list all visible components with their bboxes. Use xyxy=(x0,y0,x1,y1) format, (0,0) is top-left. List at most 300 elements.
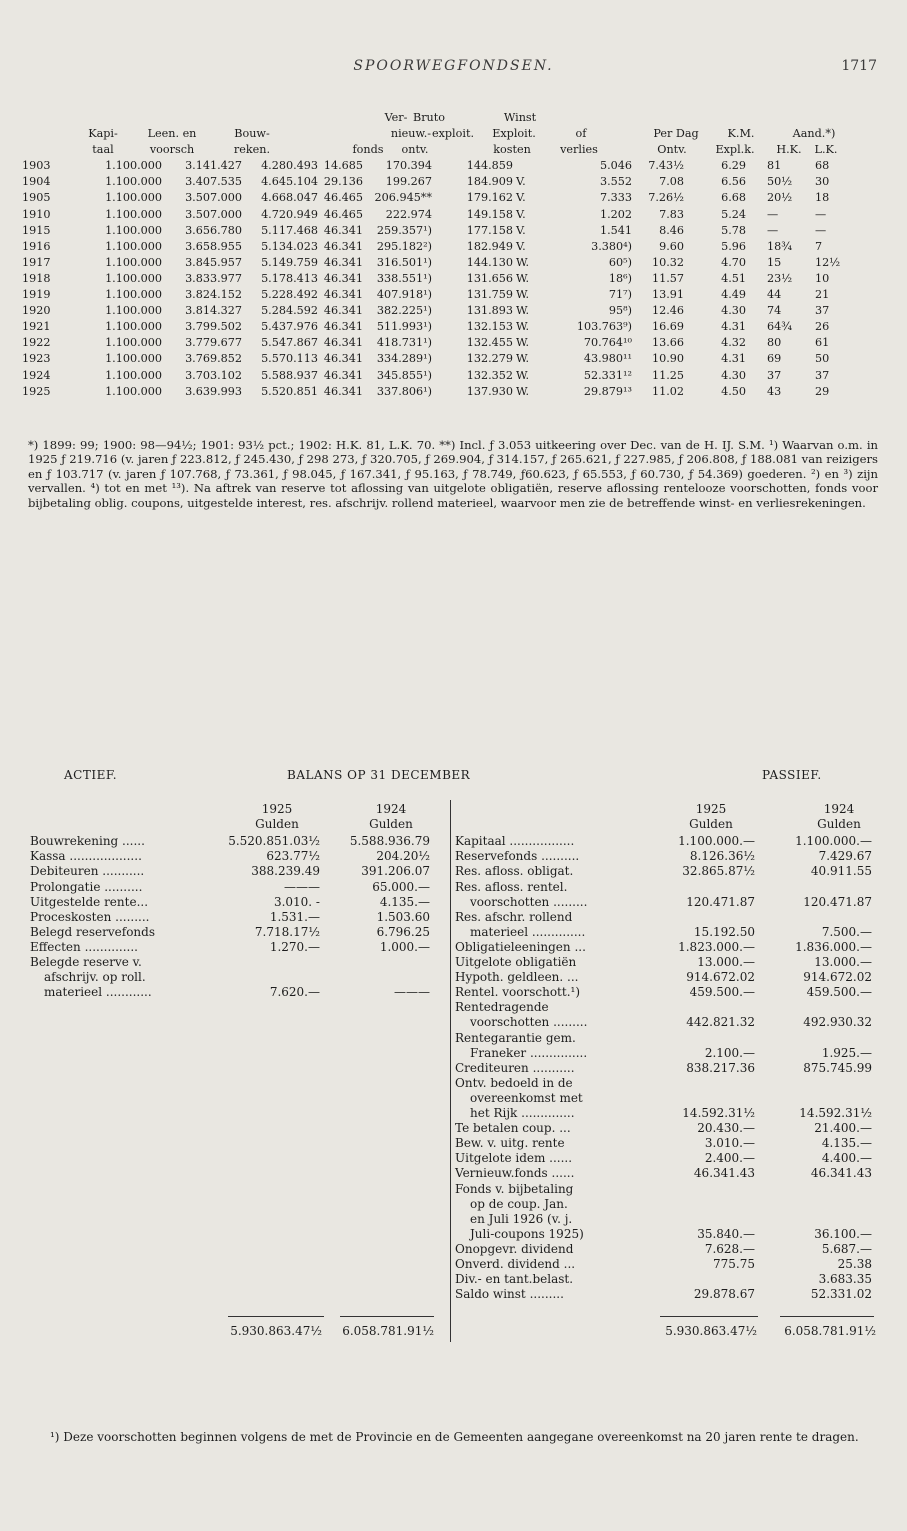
table-cell: 1.100.000 xyxy=(105,271,162,285)
table-cell: 4.51 xyxy=(721,271,746,285)
table-cell: 15 xyxy=(767,255,782,269)
table-cell: — xyxy=(767,207,779,221)
table-cell: 1.100.000 xyxy=(105,175,162,189)
passief-label: Uitgelote obligatiën xyxy=(455,955,577,969)
table-header-cell: fonds xyxy=(352,143,384,157)
table-header-cell: Kapi- xyxy=(88,127,118,141)
passief-label: Juli-coupons 1925) xyxy=(470,1226,584,1241)
actief-total-1925: 5.930.863.47½ xyxy=(230,1324,322,1339)
passief-line xyxy=(0,1091,907,1106)
balance-year-row xyxy=(0,802,907,817)
unit-heading: Gulden xyxy=(689,817,733,832)
table-cell: 3.141.427 xyxy=(185,159,242,173)
actief-value-1925: 388.239.49 xyxy=(251,864,320,879)
table-cell: 1.100.000 xyxy=(105,384,162,398)
passief-line xyxy=(0,1272,907,1287)
table-cell: 10.90 xyxy=(651,352,684,366)
table-cell: W. xyxy=(516,271,530,285)
table-cell: 29 xyxy=(815,384,830,398)
actief-label: Kassa ................... xyxy=(30,849,142,864)
table-cell: 345.855¹) xyxy=(376,368,432,382)
table-header-row xyxy=(22,142,884,158)
passief-value-1925: 46.341.43 xyxy=(693,1166,755,1181)
table-cell: 1917 xyxy=(22,255,51,269)
passief-value-1924: 1.925.— xyxy=(821,1045,872,1060)
table-row xyxy=(22,174,884,190)
table-cell: 46.341 xyxy=(323,255,363,269)
table-cell: 5.046 xyxy=(599,159,632,173)
table-cell: 18⁶) xyxy=(608,271,632,285)
table-cell: 1904 xyxy=(22,175,51,189)
actief-value-1924: 1.503.60 xyxy=(376,909,430,924)
actief-total-1924: 6.058.781.91½ xyxy=(342,1324,434,1339)
passief-line xyxy=(0,1136,907,1151)
passief-value-1925: 7.628.— xyxy=(704,1241,755,1256)
table-row xyxy=(22,384,884,400)
passief-label: Saldo winst ......... xyxy=(455,1287,564,1302)
passief-value-1925: 32.865.87½ xyxy=(682,864,755,879)
passief-value-1925: 2.100.— xyxy=(704,1045,755,1060)
table-cell: V. xyxy=(516,191,526,205)
passief-value-1924: 875.745.99 xyxy=(803,1060,872,1075)
table-cell: 60⁵) xyxy=(608,255,632,269)
table-cell: 382.225¹) xyxy=(376,304,432,318)
table-cell: 1.202 xyxy=(599,207,632,221)
table-cell: 1921 xyxy=(22,320,51,334)
table-cell: 4.645.104 xyxy=(261,175,318,189)
table-cell: 46.465 xyxy=(323,191,363,205)
table-cell: 1923 xyxy=(22,352,51,366)
table-cell: W. xyxy=(516,320,530,334)
table-cell: 13.91 xyxy=(651,288,684,302)
table-cell: 1.100.000 xyxy=(105,288,162,302)
table-cell: 3.799.502 xyxy=(185,320,242,334)
table-cell: 3.824.152 xyxy=(185,288,242,302)
table-cell: 170.394 xyxy=(385,159,432,173)
table-cell: 18 xyxy=(815,191,830,205)
table-row xyxy=(22,255,884,271)
table-cell: 4.31 xyxy=(721,352,746,366)
passief-label: Kapitaal ................. xyxy=(455,834,575,849)
table-cell: 1919 xyxy=(22,288,51,302)
table-cell: 131.759 xyxy=(466,288,513,302)
passief-value-1925: 914.672.02 xyxy=(686,970,755,985)
table-cell: 179.162 xyxy=(466,191,513,205)
table-row xyxy=(22,319,884,335)
passief-line xyxy=(0,1000,907,1015)
passief-value-1924: 459.500.— xyxy=(806,985,872,1000)
actief-label: Effecten .............. xyxy=(30,939,138,954)
table-cell: 12½ xyxy=(815,255,841,269)
table-header-cell: L.K. xyxy=(814,143,838,157)
table-cell: 4.50 xyxy=(721,384,746,398)
table-cell: 46.341 xyxy=(323,271,363,285)
passief-value-1924: 25.38 xyxy=(837,1257,872,1271)
passief-value-1925: 35.840.— xyxy=(697,1226,755,1241)
table-cell: 10 xyxy=(815,271,830,285)
table-cell: 7 xyxy=(815,239,823,253)
passief-heading: PASSIEF. xyxy=(762,768,822,782)
table-cell: 103.763⁹) xyxy=(576,320,632,334)
passief-label: Div.- en tant.belast. xyxy=(455,1272,574,1287)
table-cell: 5.547.867 xyxy=(261,336,318,350)
table-header-cell: Ontv. xyxy=(657,143,687,157)
table-cell: 46.341 xyxy=(323,352,363,366)
table-cell: 70.764¹⁰ xyxy=(583,336,632,350)
table-cell: 46.341 xyxy=(323,368,363,382)
table-cell: — xyxy=(815,223,827,237)
table-cell: 511.993¹) xyxy=(376,320,432,334)
passief-label: Crediteuren ........... xyxy=(455,1060,575,1075)
table-cell: 199.267 xyxy=(385,175,432,189)
passief-value-1924: 13.000.— xyxy=(814,955,872,969)
table-cell: 37 xyxy=(815,368,830,382)
table-cell: 1.541 xyxy=(599,223,632,237)
table-cell: W. xyxy=(516,352,530,366)
year-heading: 1924 xyxy=(375,802,407,816)
passief-line xyxy=(0,1046,907,1061)
table-cell: 184.909 xyxy=(466,175,513,189)
table-cell: 5.149.759 xyxy=(261,255,318,269)
passief-value-1925: 459.500.— xyxy=(689,985,755,1000)
passief-value-1924: 1.836.000.— xyxy=(795,939,872,954)
passief-value-1925: 14.592.31½ xyxy=(682,1106,755,1120)
passief-value-1925: 1.100.000.— xyxy=(678,834,755,849)
passief-value-1924: 3.683.35 xyxy=(818,1272,872,1287)
passief-label: Obligatieleeningen ... xyxy=(455,939,586,954)
footnote: ¹) Deze voorschotten beginnen volgens de met de Provincie en de Gemeenten aangegane overeenkomst na 20 jaren rente te dragen. xyxy=(50,1430,859,1444)
table-cell: 5.78 xyxy=(721,223,746,237)
table-cell: 7.43½ xyxy=(648,159,684,173)
passief-value-1924: 36.100.— xyxy=(814,1226,872,1241)
table-cell: 259.357¹) xyxy=(376,223,432,237)
table-cell: 5.178.413 xyxy=(261,271,318,285)
passief-label: Hypoth. geldleen. ... xyxy=(455,970,579,985)
unit-heading: Gulden xyxy=(369,817,413,832)
table-cell: 61 xyxy=(815,336,830,350)
passief-line xyxy=(0,864,907,879)
passief-line xyxy=(0,1121,907,1136)
table-cell: W. xyxy=(516,304,530,318)
passief-line xyxy=(0,1076,907,1091)
table-cell: 5.570.113 xyxy=(261,352,318,366)
table-cell: 222.974 xyxy=(385,207,432,221)
table-cell: 132.455 xyxy=(466,336,513,350)
actief-label: Bouwrekening ...... xyxy=(30,834,145,849)
table-cell: 1915 xyxy=(22,223,51,237)
running-title: SPOORWEGFONDSEN. xyxy=(353,58,554,74)
table-cell: 3.407.535 xyxy=(185,175,242,189)
table-cell: 29.136 xyxy=(323,175,363,189)
table-cell: 144.130 xyxy=(466,255,513,269)
table-cell: 3.779.677 xyxy=(185,336,242,350)
table-cell: W. xyxy=(516,336,530,350)
year-heading: 1924 xyxy=(823,802,855,816)
unit-heading: Gulden xyxy=(255,817,299,832)
passief-label: Res. afloss. rentel. xyxy=(455,879,568,894)
table-row xyxy=(22,368,884,384)
table-cell: 132.279 xyxy=(466,352,513,366)
passief-value-1925: 838.217.36 xyxy=(686,1060,755,1075)
sum-rule xyxy=(340,1316,434,1317)
table-cell: 7.83 xyxy=(659,207,684,221)
table-cell: 1.100.000 xyxy=(105,336,162,350)
table-cell: 43.980¹¹ xyxy=(583,352,632,366)
table-cell: 20½ xyxy=(767,191,793,205)
table-header-cell: Aand.*) xyxy=(792,127,836,141)
table-cell: 337.806¹) xyxy=(376,384,432,398)
table-cell: 206.945** xyxy=(374,191,432,205)
table-cell: 10.32 xyxy=(651,255,684,269)
table-header-cell: Ver- xyxy=(384,111,408,124)
balance-title: BALANS OP 31 DECEMBER xyxy=(287,768,471,782)
table-cell: 1910 xyxy=(22,207,51,221)
passief-line xyxy=(0,1061,907,1076)
table-cell: 71⁷) xyxy=(608,288,632,302)
table-cell: 37 xyxy=(767,368,782,382)
actief-value-1925: 1.531.— xyxy=(269,909,320,924)
table-cell: 52.331¹² xyxy=(583,368,632,382)
table-cell: 46.341 xyxy=(323,320,363,334)
passief-value-1924: 492.930.32 xyxy=(803,1015,872,1030)
passief-line xyxy=(0,1106,907,1121)
table-header-cell: K.M. xyxy=(727,127,755,141)
table-row xyxy=(22,303,884,319)
table-cell: 46.341 xyxy=(323,239,363,253)
actief-value-1924: 1.000.— xyxy=(379,939,430,954)
passief-value-1924: 4.135.— xyxy=(821,1136,872,1151)
table-header-cell: Leen. en xyxy=(147,127,197,141)
passief-value-1925: 29.878.67 xyxy=(693,1287,755,1302)
actief-value-1924: 4.135.— xyxy=(379,894,430,909)
table-cell: 30 xyxy=(815,175,830,189)
passief-label: Onopgevr. dividend xyxy=(455,1241,574,1256)
table-row xyxy=(22,207,884,223)
table-row xyxy=(22,271,884,287)
passief-line xyxy=(0,834,907,849)
table-cell: 144.859 xyxy=(466,159,513,173)
passief-line xyxy=(0,1015,907,1030)
table-cell: 23½ xyxy=(767,271,793,285)
passief-value-1925: 3.010.— xyxy=(704,1136,755,1151)
actief-value-1925: 7.620.— xyxy=(269,985,320,1000)
table-row xyxy=(22,351,884,367)
table-cell: 132.153 xyxy=(466,320,513,334)
actief-heading: ACTIEF. xyxy=(64,768,118,782)
table-cell: 1918 xyxy=(22,271,51,285)
table-cell: 149.158 xyxy=(466,207,513,221)
table-cell: 1920 xyxy=(22,304,51,318)
table-cell: 4.720.949 xyxy=(261,207,318,221)
table-cell: 5.228.492 xyxy=(261,288,318,302)
table-cell: 12.46 xyxy=(651,304,684,318)
table-cell: 80 xyxy=(767,336,782,350)
actief-label: materieel ............ xyxy=(44,985,152,1000)
table-cell: 1.100.000 xyxy=(105,368,162,382)
table-cell: 3.703.102 xyxy=(185,368,242,382)
passief-value-1925: 120.471.87 xyxy=(686,894,755,909)
table-header-cell: voorsch xyxy=(149,143,195,157)
passief-label: Onverd. dividend ... xyxy=(455,1257,576,1271)
actief-value-1925: 3.010. - xyxy=(273,894,320,909)
table-cell: 1.100.000 xyxy=(105,191,162,205)
table-cell: 29.879¹³ xyxy=(583,384,632,398)
table-cell: 3.552 xyxy=(599,175,632,189)
passief-value-1924: 14.592.31½ xyxy=(799,1106,872,1120)
table-cell: 74 xyxy=(767,304,782,318)
passief-label: voorschotten ......... xyxy=(470,1015,588,1030)
table-cell: 3.845.957 xyxy=(185,255,242,269)
table-cell: 1.100.000 xyxy=(105,352,162,366)
balance-totals-row xyxy=(0,1324,907,1339)
table-cell: 6.56 xyxy=(721,175,746,189)
table-cell: 9.60 xyxy=(659,239,684,253)
table-cell: 46.341 xyxy=(323,336,363,350)
passief-label: Rentedragende xyxy=(455,1000,549,1015)
actief-value-1924: 5.588.936.79 xyxy=(349,834,430,849)
table-cell: 3.639.993 xyxy=(185,384,242,398)
table-cell: 5.24 xyxy=(721,207,746,221)
table-header-cell: exploit. xyxy=(431,127,475,141)
table-cell: 21 xyxy=(815,288,830,302)
table-cell: 7.26½ xyxy=(648,191,684,205)
page-number: 1717 xyxy=(841,58,877,74)
passief-line xyxy=(0,849,907,864)
table-cell: 44 xyxy=(767,288,782,302)
passief-label: Rentegarantie gem. xyxy=(455,1030,576,1045)
passief-value-1925: 15.192.50 xyxy=(693,924,755,939)
passief-label: voorschotten ......... xyxy=(470,894,588,909)
actief-value-1925: 5.520.851.03½ xyxy=(228,834,320,849)
passief-line xyxy=(0,1182,907,1197)
passief-value-1924: 5.687.— xyxy=(821,1241,872,1256)
table-cell: 177.158 xyxy=(466,223,513,237)
table-header-cell: of xyxy=(575,127,587,141)
table-header-cell: nieuw.- xyxy=(390,127,432,141)
passief-label: Fonds v. bijbetaling xyxy=(455,1181,574,1196)
table-header-cell: verlies xyxy=(560,143,598,157)
table-cell: 407.918¹) xyxy=(376,288,432,302)
actief-label: Debiteuren ........... xyxy=(30,864,145,879)
year-heading: 1925 xyxy=(261,802,293,816)
actief-value-1924: 65.000.— xyxy=(372,879,430,894)
table-cell: 64¾ xyxy=(767,320,793,334)
statistics-table xyxy=(22,110,884,400)
passief-label: Vernieuw.fonds ...... xyxy=(455,1166,575,1181)
table-cell: 418.731¹) xyxy=(376,336,432,350)
table-cell: W. xyxy=(516,255,530,269)
table-cell: 1.100.000 xyxy=(105,159,162,173)
table-cell: 3.507.000 xyxy=(185,191,242,205)
passief-line xyxy=(0,1151,907,1166)
table-cell: 338.551¹) xyxy=(376,271,432,285)
table-cell: 4.30 xyxy=(721,368,746,382)
table-row xyxy=(22,287,884,303)
table-cell: 81 xyxy=(767,159,782,173)
passief-line xyxy=(0,880,907,895)
table-header-row xyxy=(22,126,884,142)
passief-line xyxy=(0,1287,907,1302)
passief-label: Te betalen coup. ... xyxy=(455,1121,571,1136)
table-cell: 50 xyxy=(815,352,830,366)
table-cell: 182.949 xyxy=(466,239,513,253)
table-cell: 46.341 xyxy=(323,304,363,318)
table-cell: 131.656 xyxy=(466,271,513,285)
passief-value-1924: 7.500.— xyxy=(821,924,872,939)
passief-value-1924: 7.429.67 xyxy=(818,849,872,864)
table-cell: 46.341 xyxy=(323,384,363,398)
table-cell: 1924 xyxy=(22,368,51,382)
passief-label: overeenkomst met xyxy=(470,1090,583,1105)
passief-value-1924: 120.471.87 xyxy=(803,894,872,909)
table-cell: W. xyxy=(516,288,530,302)
table-cell: V. xyxy=(516,175,526,189)
passief-label: Res. afschr. rollend xyxy=(455,909,573,924)
table-cell: 1916 xyxy=(22,239,51,253)
table-header-cell: Per Dag xyxy=(653,127,699,141)
passief-line xyxy=(0,1242,907,1257)
year-heading: 1925 xyxy=(695,802,727,816)
passief-value-1925: 13.000.— xyxy=(697,955,755,969)
table-header-cell: ontv. xyxy=(401,143,429,157)
table-cell: 3.769.852 xyxy=(185,352,242,366)
table-cell: 5.520.851 xyxy=(261,384,318,398)
actief-value-1925: 623.77½ xyxy=(266,849,320,864)
passief-line xyxy=(0,1212,907,1227)
table-cell: 4.280.493 xyxy=(261,159,318,173)
passief-line xyxy=(0,1257,907,1272)
table-cell: 4.32 xyxy=(721,336,746,350)
table-cell: 50½ xyxy=(767,175,793,189)
table-header-cell: Bouw- xyxy=(234,127,270,141)
table-cell: 5.437.976 xyxy=(261,320,318,334)
table-cell: 137.930 xyxy=(466,384,513,398)
table-cell: 6.29 xyxy=(721,159,746,173)
table-cell: 1905 xyxy=(22,191,51,205)
table-cell: 1.100.000 xyxy=(105,304,162,318)
table-cell: 11.25 xyxy=(651,368,684,382)
passief-value-1925: 8.126.36½ xyxy=(689,849,755,864)
actief-label: Uitgestelde rente... xyxy=(30,894,149,909)
table-row xyxy=(22,158,884,174)
passief-line xyxy=(0,910,907,925)
table-cell: 26 xyxy=(815,320,830,334)
passief-label: en Juli 1926 (v. j. xyxy=(470,1211,573,1226)
table-cell: — xyxy=(815,207,827,221)
table-cell: 1.100.000 xyxy=(105,207,162,221)
passief-value-1925: 2.400.— xyxy=(704,1151,755,1166)
passief-value-1925: 775.75 xyxy=(713,1257,755,1271)
sum-rule xyxy=(660,1316,758,1317)
passief-line xyxy=(0,940,907,955)
table-cell: 1922 xyxy=(22,336,51,350)
table-cell: 37 xyxy=(815,304,830,318)
actief-label: Belegd reservefonds xyxy=(30,924,155,939)
actief-label: afschrijv. op roll. xyxy=(44,970,146,985)
table-header-cell: Winst xyxy=(503,111,537,124)
table-cell: 3.656.780 xyxy=(185,223,242,237)
passief-value-1924: 52.331.02 xyxy=(810,1287,872,1302)
table-cell: 18¾ xyxy=(767,239,793,253)
table-cell: 11.02 xyxy=(651,384,684,398)
table-header-row xyxy=(22,110,884,126)
table-header-cell: kosten xyxy=(493,143,531,157)
passief-value-1925: 20.430.— xyxy=(697,1121,755,1136)
table-header-cell: Expl.k. xyxy=(715,143,755,157)
table-cell: V. xyxy=(516,207,526,221)
passief-total-1924: 6.058.781.91½ xyxy=(784,1324,876,1339)
table-cell: W. xyxy=(516,368,530,382)
